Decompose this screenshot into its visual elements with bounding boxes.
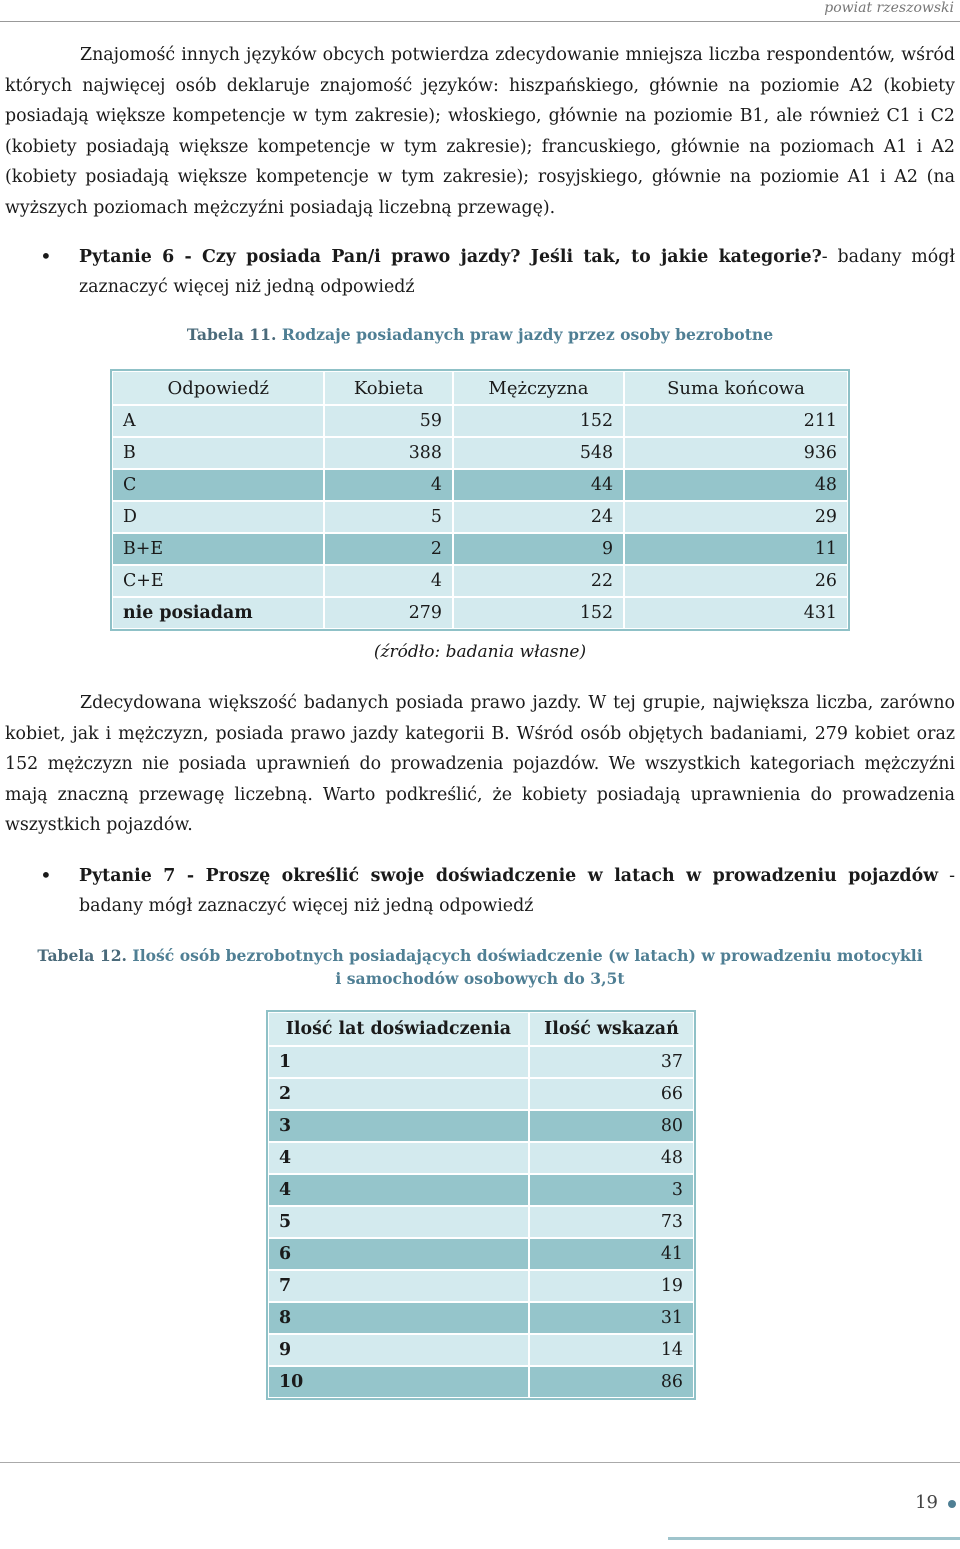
cell-value: 24	[453, 501, 624, 533]
row-label: A	[112, 405, 324, 437]
header-divider	[0, 21, 960, 22]
table-row	[268, 1110, 694, 1142]
cell-value: 936	[624, 437, 848, 469]
cell-value: 431	[624, 597, 848, 629]
column-header: Suma końcowa	[624, 371, 848, 405]
cell-value: 2	[324, 533, 452, 565]
table-12-caption-title-line2: i samochodów osobowych do 3,5t	[335, 969, 625, 988]
table-11-caption	[0, 325, 960, 344]
row-label: C+E	[112, 565, 324, 597]
row-label: 5	[268, 1206, 529, 1238]
row-label: nie posiadam	[112, 597, 324, 629]
cell-value: 22	[453, 565, 624, 597]
question-7	[79, 861, 955, 921]
bullet-icon: •	[40, 244, 52, 268]
cell-value: 388	[324, 437, 452, 469]
row-label: B	[112, 437, 324, 469]
cell-value: 44	[453, 469, 624, 501]
table-row	[268, 1046, 694, 1078]
page-dot-icon	[948, 1500, 956, 1508]
cell-value: 279	[324, 597, 452, 629]
column-header: Ilość lat doświadczenia	[268, 1012, 529, 1046]
cell-value: 86	[529, 1366, 694, 1398]
table-12-caption	[0, 944, 960, 990]
cell-value: 37	[529, 1046, 694, 1078]
cell-value: 73	[529, 1206, 694, 1238]
table-11	[110, 369, 850, 631]
row-label: 4	[268, 1174, 529, 1206]
table-row	[112, 405, 848, 437]
row-label: 4	[268, 1142, 529, 1174]
cell-value: 11	[624, 533, 848, 565]
table-row	[112, 597, 848, 629]
table-row	[112, 565, 848, 597]
cell-value: 26	[624, 565, 848, 597]
table-12-caption-number: Tabela 12.	[37, 946, 127, 965]
table-row	[268, 1238, 694, 1270]
row-label: D	[112, 501, 324, 533]
row-label: 7	[268, 1270, 529, 1302]
table-row	[268, 1174, 694, 1206]
table-source-note: (źródło: badania własne)	[373, 642, 587, 662]
question-7-title: Pytanie 7 - Proszę określić swoje doświadczenie w latach w prowadzeniu pojazdów	[79, 866, 939, 886]
question-6-note: - badany mógł zaznaczyć więcej niż jedną odpowiedź	[79, 247, 955, 297]
cell-value: 48	[529, 1142, 694, 1174]
table-row	[268, 1206, 694, 1238]
question-6-title: Pytanie 6 - Czy posiada Pan/i prawo jazdy? Jeśli tak, to jakie kategorie?	[79, 247, 822, 267]
cell-value: 152	[453, 405, 624, 437]
cell-value: 80	[529, 1110, 694, 1142]
cell-value: 5	[324, 501, 452, 533]
cell-value: 59	[324, 405, 452, 437]
table-row	[112, 501, 848, 533]
table-12	[266, 1010, 696, 1400]
cell-value: 41	[529, 1238, 694, 1270]
cell-value: 14	[529, 1334, 694, 1366]
footer-accent-bar	[668, 1537, 960, 1540]
table-row	[112, 437, 848, 469]
row-label: 3	[268, 1110, 529, 1142]
row-label: 10	[268, 1366, 529, 1398]
footer-divider	[0, 1462, 960, 1463]
table-11-caption-number: Tabela 11.	[186, 325, 277, 344]
row-label: 6	[268, 1238, 529, 1270]
question-7-note: - badany mógł zaznaczyć więcej niż jedną odpowiedź	[79, 866, 955, 916]
table-row	[268, 1334, 694, 1366]
cell-value: 19	[529, 1270, 694, 1302]
paragraph-driving-license-summary: Zdecydowana większość badanych posiada prawo jazdy. W tej grupie, największa liczba, zarówno kobiet, jak i mężczyzn, posiada prawo jazdy kategorii B. Wśród osób objętych badaniami, 279 kobiet oraz 152 mężczyzn nie posiada uprawnień do prowadzenia pojazdów. We wszystkich kategoriach mężczyźni mają znaczną przewagę liczebną. Warto podkreślić, że kobiety posiadają uprawnienia do prowadzenia wszystkich pojazdów.	[5, 693, 955, 836]
table-row	[112, 469, 848, 501]
table-11-caption-title: Rodzaje posiadanych praw jazdy przez osoby bezrobotne	[276, 325, 774, 344]
row-label: C	[112, 469, 324, 501]
column-header: Odpowiedź	[112, 371, 324, 405]
cell-value: 48	[624, 469, 848, 501]
table-row	[268, 1366, 694, 1398]
paragraph-languages: Znajomość innych języków obcych potwierdza zdecydowanie mniejsza liczba respondentów, wśród których najwięcej osób deklaruje znajomość języków: hiszpańskiego, głównie na poziomie A2 (kobiety posiadają większe kompetencje w tym zakresie); włoskiego, głównie na poziomie B1, ale również C1 i C2 (kobiety posiadają większe kompetencje w tym zakresie); francuskiego, głównie na poziomach A1 i A2 (kobiety posiadają większe kompetencje w tym zakresie); rosyjskiego, głównie na poziomie A1 i A2 (na wyższych poziomach mężczyźni posiadają liczebną przewagę).	[5, 45, 955, 218]
table-row	[268, 1270, 694, 1302]
table-header-row	[112, 371, 848, 405]
cell-value: 9	[453, 533, 624, 565]
row-label: 8	[268, 1302, 529, 1334]
bullet-icon: •	[40, 863, 52, 887]
table-row	[268, 1142, 694, 1174]
cell-value: 29	[624, 501, 848, 533]
table-row	[268, 1302, 694, 1334]
cell-value: 4	[324, 469, 452, 501]
cell-value: 66	[529, 1078, 694, 1110]
column-header: Ilość wskazań	[529, 1012, 694, 1046]
page-number: 19	[915, 1492, 938, 1513]
row-label: 9	[268, 1334, 529, 1366]
cell-value: 211	[624, 405, 848, 437]
cell-value: 4	[324, 565, 452, 597]
cell-value: 3	[529, 1174, 694, 1206]
table-row	[268, 1078, 694, 1110]
row-label: 2	[268, 1078, 529, 1110]
row-label: 1	[268, 1046, 529, 1078]
column-header: Mężczyzna	[453, 371, 624, 405]
table-row	[112, 533, 848, 565]
row-label: B+E	[112, 533, 324, 565]
table-header-row	[268, 1012, 694, 1046]
cell-value: 548	[453, 437, 624, 469]
question-6	[79, 242, 955, 302]
table-12-caption-title: Ilość osób bezrobotnych posiadających doświadczenie (w latach) w prowadzeniu motocykli	[126, 946, 923, 965]
cell-value: 152	[453, 597, 624, 629]
column-header: Kobieta	[324, 371, 452, 405]
running-header: powiat rzeszowski	[824, 0, 954, 16]
cell-value: 31	[529, 1302, 694, 1334]
